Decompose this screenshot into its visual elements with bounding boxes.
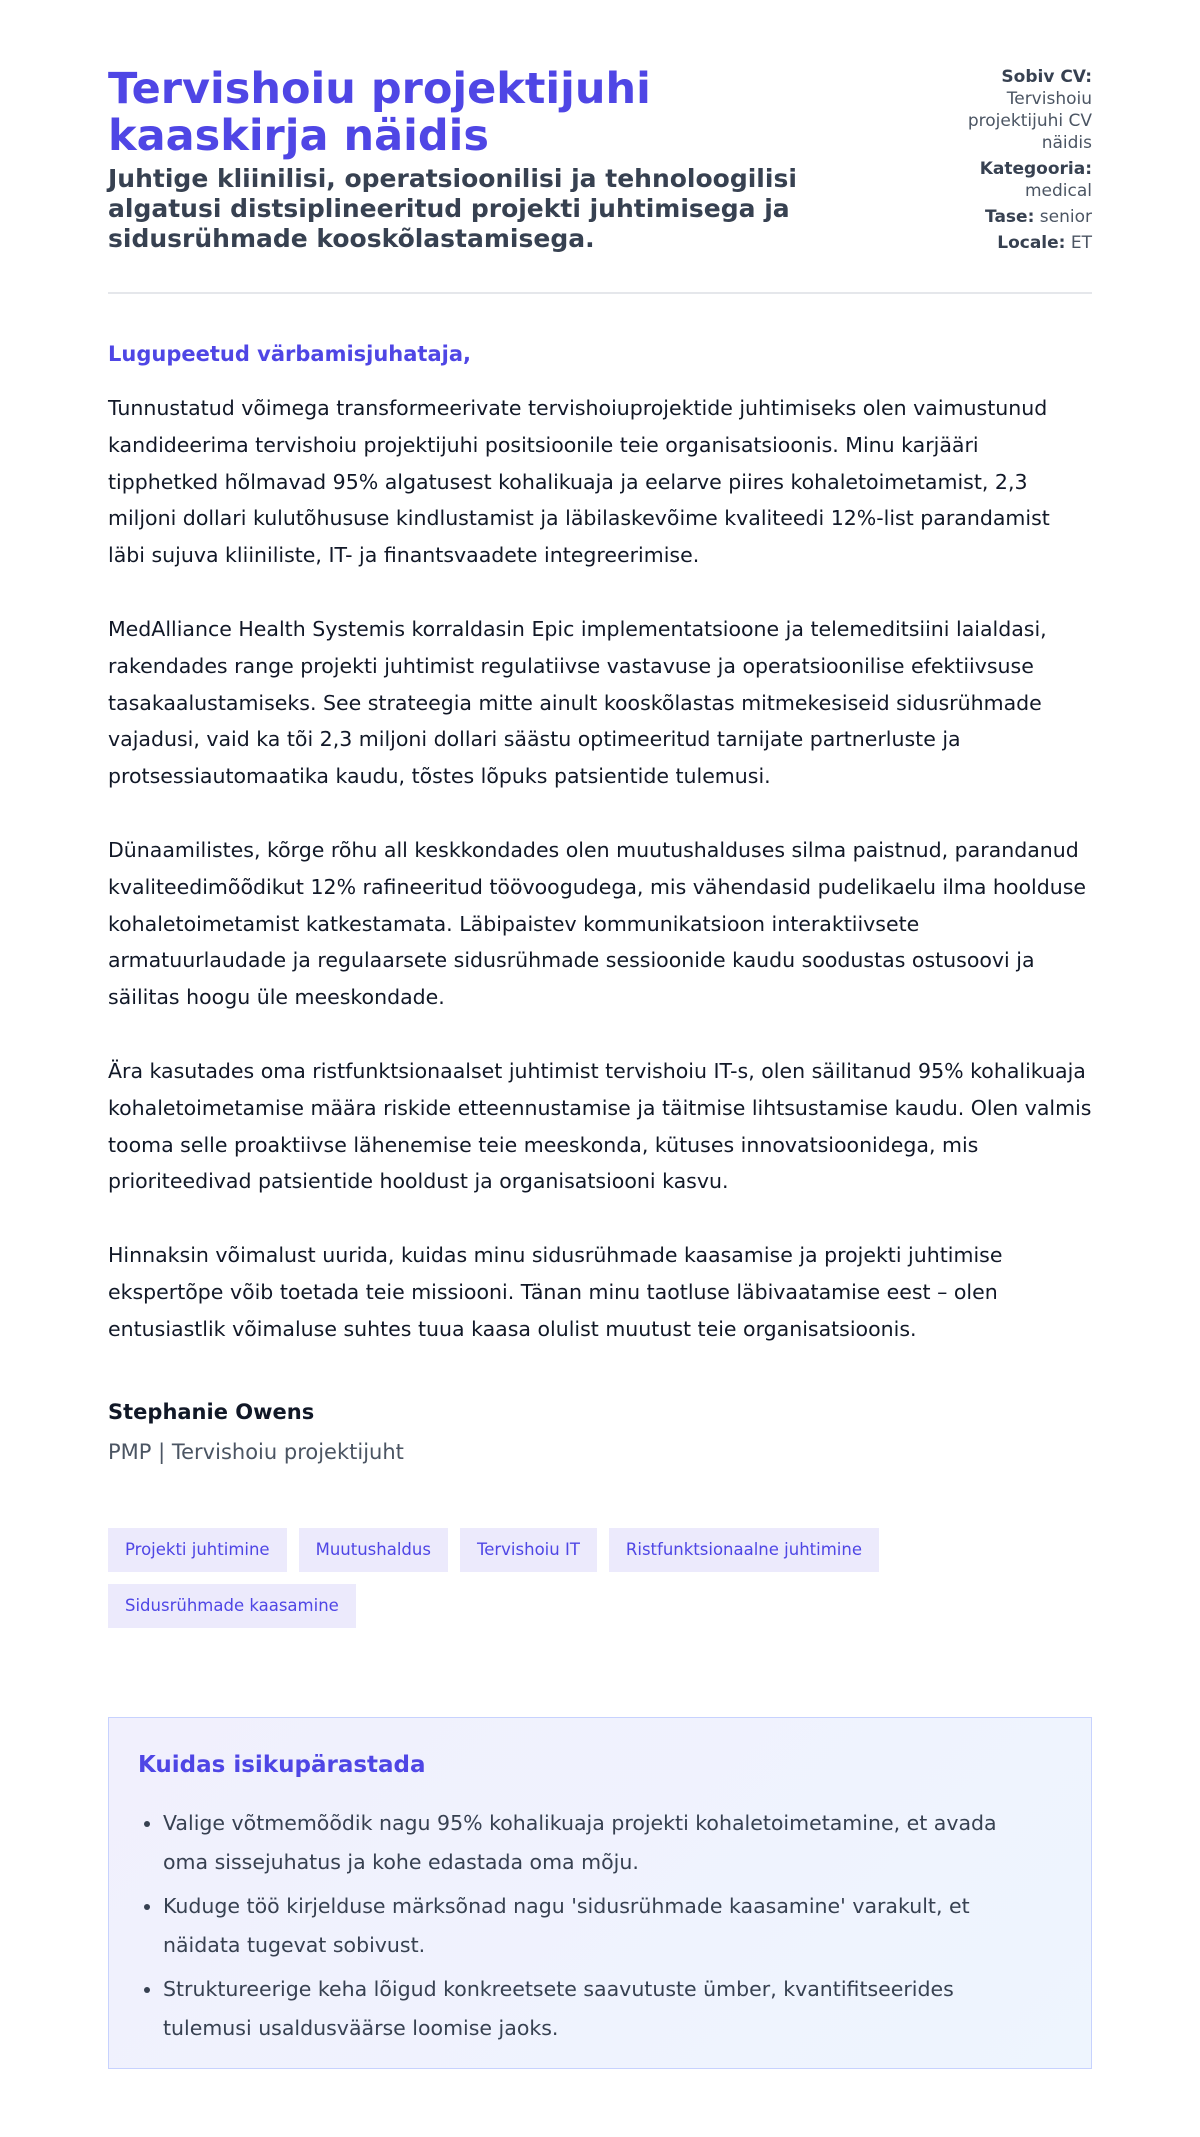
tag: Projekti juhtimine: [108, 1528, 287, 1572]
signature-name: Stephanie Owens: [108, 1399, 315, 1424]
paragraph: MedAlliance Health Systemis korraldasin Epic implementatsioone ja telemeditsiini laialdasi, rakendades range projekti juhtimist regulatiivse vastavuse ja operatsioonilise efektiivsuse tasakaalustamiseks. See strateegia mitte ainult kooskõlastas mitmekesiseid sidusrühmade vajadusi, vaid ka tõi 2,3 miljoni dollari säästu optimeeritud tarnijate partnerluste ja protsessiautomaatika kaudu, tõstes lõpuks patsientide tulemusi.: [108, 616, 1047, 789]
meta-category: [952, 158, 1092, 202]
meta-value: Tervishoiu projektijuhi CV näidis: [967, 89, 1092, 153]
letter-body: [108, 390, 1092, 1348]
tag-list: [108, 1528, 968, 1628]
tip-item: • Struktureerige keha lõigud konkreetsete saavutuste ümber, kvantifitseerides tulemusi usaldusväärse loomise jaoks.: [163, 1970, 1043, 2048]
tag: Ristfunktsionaalne juhtimine: [609, 1528, 879, 1572]
tip-item: • Kuduge töö kirjelduse märksõnad nagu 'sidusrühmade kaasamine' varakult, et näidata tugevat sobivust.: [163, 1887, 1043, 1965]
tip-item: • Valige võtmemõõdik nagu 95% kohalikuaja projekti kohaletoimetamine, et avada oma sissejuhatus ja kohe edastada oma mõju.: [163, 1804, 1043, 1882]
paragraph: Tunnustatud võimega transformeerivate tervishoiuprojektide juhtimiseks olen vaimustunud kandideerima tervishoiu projektijuhi positsioonile teie organisatsioonis. Minu karjääri tipphetked hõlmavad 95% algatusest kohalikuaja ja eelarve piires kohaletoimetamist, 2,3 miljoni dollari kulutõhususe kindlustamist ja läbilaskevõime kvaliteedi 12%-list parandamist läbi sujuva kliiniliste, IT- ja finantsvaadete integreerimise.: [108, 396, 1050, 568]
meta-label: Tase:: [985, 207, 1035, 227]
signature-title: PMP | Tervishoiu projektijuht: [108, 1439, 404, 1464]
tag: Muutushaldus: [299, 1528, 448, 1572]
tag: Tervishoiu IT: [460, 1528, 597, 1572]
meta-locale: [952, 232, 1092, 254]
divider: [108, 292, 1092, 294]
meta-label: Kategooria:: [979, 159, 1092, 179]
page: [108, 66, 1092, 1628]
meta-value: medical: [1024, 181, 1092, 201]
meta-value: ET: [1070, 233, 1092, 253]
meta-label: Locale:: [997, 233, 1066, 253]
meta-level: [952, 206, 1092, 228]
header: [108, 66, 1092, 258]
tips-card: [108, 1717, 1092, 2069]
meta-cv: [952, 66, 1092, 154]
tag: Sidusrühmade kaasamine: [108, 1584, 356, 1628]
paragraph: Ära kasutades oma ristfunktsionaalset juhtimist tervishoiu IT-s, olen säilitanud 95% kohalikuaja kohaletoimetamise määra riskide etteennustamise ja täitmise lihtsustamise kaudu. Olen valmis tooma selle proaktiivse lähenemise teie meeskonda, kütuses innovatsioonidega, mis prioriteedivad patsientide hooldust ja organisatsiooni kasvu.: [108, 1058, 1092, 1194]
meta-label: Sobiv CV:: [1001, 67, 1092, 87]
paragraph: Hinnaksin võimalust uurida, kuidas minu sidusrühmade kaasamise ja projekti juhtimise ekspertõpe võib toetada teie missiooni. Tänan minu taotluse läbivaatamise eest – olen entusiastlik võimaluse suhtes tuua kaasa olulist muutust teie organisatsioonis.: [108, 1243, 1003, 1341]
meta-info: [952, 66, 1092, 258]
tips-heading: Kuidas isikupärastada: [138, 1752, 426, 1778]
page-subtitle: Juhtige kliinilisi, operatsioonilisi ja tehnoloogilisi algatusi distsiplineeritud projekti juhtimisega ja sidusrühmade kooskõlastamisega.: [108, 164, 797, 253]
tips-list: [138, 1804, 1043, 2053]
paragraph: Dünaamilistes, kõrge rõhu all keskkondades olen muutushalduses silma paistnud, parandanud kvaliteedimõõdikut 12% rafineeritud töövoogudega, mis vähendasid pudelikaelu ilma hoolduse kohaletoimetamist katkestamata. Läbipaistev kommunikatsioon interaktiivsete armatuurlaudade ja regulaarsete sidusrühmade sessioonide kaudu soodustas ostusoovi ja säilitas hoogu üle meeskondade.: [108, 837, 1086, 1010]
page-title: Tervishoiu projektijuhi kaaskirja näidis: [108, 64, 651, 161]
meta-value: senior: [1039, 207, 1092, 227]
greeting: Lugupeetud värbamisjuhataja,: [108, 342, 471, 366]
